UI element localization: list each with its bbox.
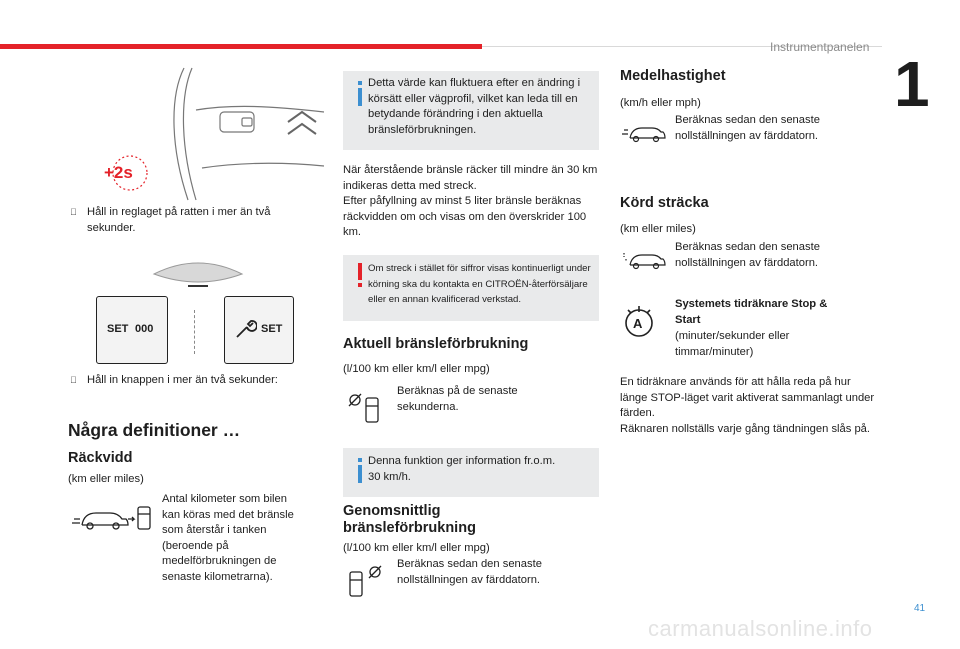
bullet-symbol — [70, 373, 77, 389]
set-label-left: SET — [107, 323, 129, 335]
warning-box — [343, 255, 599, 321]
figure-divider — [194, 310, 196, 354]
section-title: Instrumentpanelen — [770, 40, 870, 54]
instruction-1 — [70, 205, 300, 236]
warning-text: Om streck i stället för siffror visas kontinuerligt under körning ska du kontakta en CITROËN-återförsäljare eller en annan kvalificerad verkstad. — [368, 263, 591, 305]
instruction-2-text: Håll in knappen i mer än två sekunder: — [87, 374, 278, 386]
chapter-accent-bar — [0, 44, 482, 49]
range-unit: (km eller miles) — [68, 473, 144, 485]
stop-start-icon-letter: A — [633, 316, 643, 331]
info-text-fluctuation: Detta värde kan fluktuera efter en ändring i körsätt eller vägprofil, vilket kan leda till en betydande förändring i den aktuella bränsleförbrukningen. — [368, 77, 581, 136]
distance-icon — [622, 249, 666, 271]
set-button-left — [96, 296, 168, 364]
dashboard-figure — [150, 256, 246, 292]
wrench-icon — [233, 317, 257, 341]
info-box-speed — [343, 448, 599, 497]
car-speed-icon — [622, 122, 666, 144]
avg-speed-description: Beräknas sedan den senaste nollställningen av färddatorn. — [675, 114, 820, 142]
avg-speed-heading: Medelhastighet — [620, 68, 726, 84]
average-consumption-icon — [346, 564, 386, 600]
set-value-left: 000 — [135, 323, 154, 335]
current-consumption-description: Beräknas på de senaste sekunderna. — [397, 385, 518, 413]
warning-icon — [353, 263, 367, 289]
info-icon — [353, 81, 367, 107]
current-consumption-unit: (l/100 km eller km/l eller mpg) — [343, 363, 490, 375]
info-text-speed: Denna funktion ger information fr.o.m. 30 km/h. — [368, 455, 556, 483]
info-box-fluctuation — [343, 71, 599, 150]
bullet-symbol — [70, 205, 77, 221]
distance-unit: (km eller miles) — [620, 223, 696, 235]
instruction-1-text: Håll in reglaget på ratten i mer än två sekunder. — [87, 206, 271, 234]
fuel-pump-average-icon-2 — [346, 564, 386, 600]
dash-paragraph: När återstående bränsle räcker till mindre än 30 km indikeras detta med streck. Efter påfyllning av minst 5 liter bränsle beräknas räckvidden om och visas om den överskrider 100 km. — [343, 164, 598, 238]
distance-heading: Körd sträcka — [620, 195, 709, 211]
car-fuel-arrow-icon — [70, 503, 158, 533]
average-consumption-description: Beräknas sedan den senaste nollställningen av färddatorn. — [397, 558, 542, 586]
set-button-right — [224, 296, 294, 364]
instruction-2 — [70, 373, 320, 389]
stop-start-icon — [622, 304, 658, 340]
stop-start-title: Systemets tidräknare Stop & Start — [675, 298, 828, 326]
avg-speed-icon — [622, 122, 666, 144]
distance-description: Beräknas sedan den senaste nollställningen av färddatorn. — [675, 241, 820, 269]
average-consumption-unit: (l/100 km eller km/l eller mpg) — [343, 542, 490, 554]
range-heading: Räckvidd — [68, 450, 133, 466]
car-distance-icon — [622, 249, 666, 271]
current-consumption-icon — [346, 392, 386, 426]
plus-2s-badge — [102, 153, 150, 193]
page-number: 41 — [914, 603, 926, 614]
badge-text: +2s — [104, 163, 133, 182]
instrument-display-icon — [150, 256, 246, 292]
average-consumption-heading: Genomsnittlig bränsleförbrukning — [343, 503, 476, 536]
watermark: carmanualsonline.info — [648, 616, 873, 641]
stop-start-description: (minuter/sekunder eller timmar/minuter) — [675, 330, 790, 358]
avg-speed-unit: (km/h eller mph) — [620, 97, 701, 109]
definitions-heading: Några definitioner … — [68, 420, 241, 440]
range-icon — [70, 503, 158, 533]
current-consumption-heading: Aktuell bränsleförbrukning — [343, 336, 529, 352]
info-icon — [353, 458, 367, 484]
range-description: Antal kilometer som bilen kan köras med det bränsle som återstår i tanken (beroende på medelförbrukningen de senaste kilometrarna). — [162, 493, 294, 583]
timer-paragraph: En tidräknare används för att hålla reda på hur länge STOP-läget varit aktiverat sammanlagt under färden. Räknaren nollställs varje gång tändningen slås på. — [620, 376, 875, 435]
fuel-pump-average-icon — [346, 392, 386, 426]
chapter-number: 1 — [894, 48, 930, 120]
set-label-right: SET — [261, 323, 283, 335]
